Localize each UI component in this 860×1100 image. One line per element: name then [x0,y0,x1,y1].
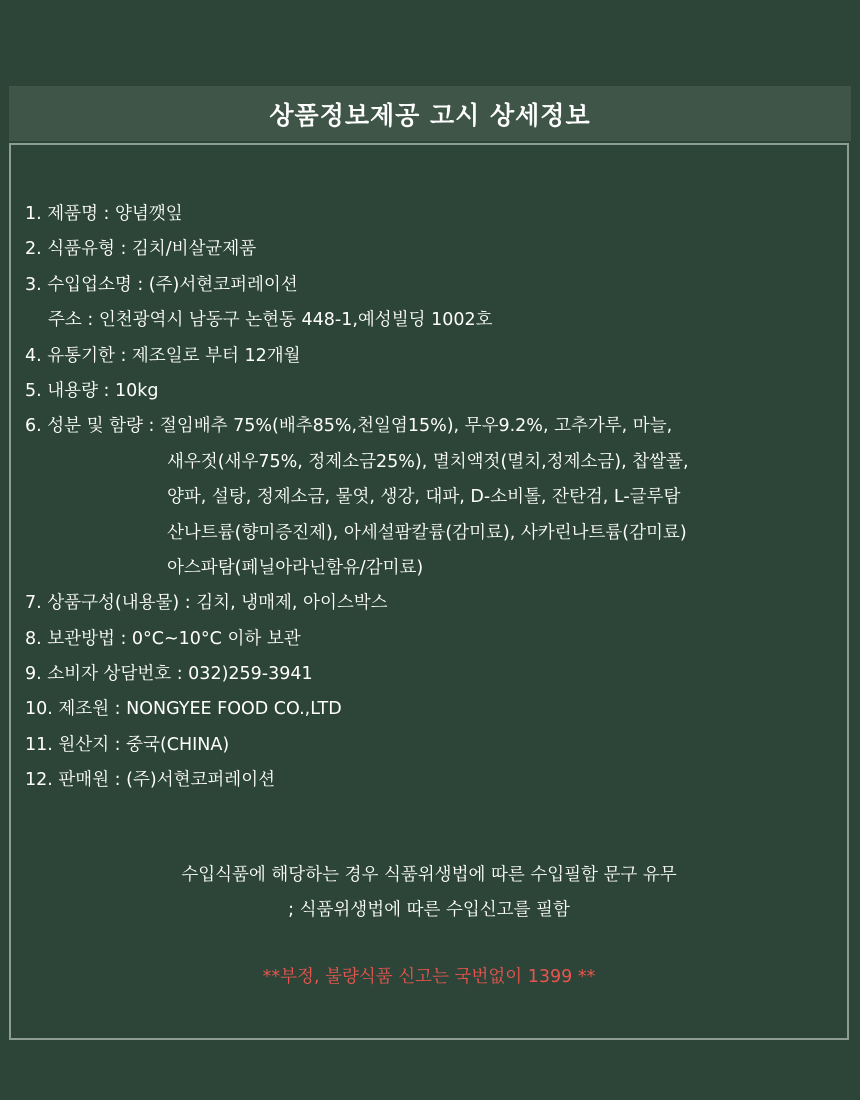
info-line-food-type: 2. 식품유형 : 김치/비살균제품 [25,239,257,260]
info-line-consumer-phone: 9. 소비자 상담번호 : 032)259-3941 [25,664,313,685]
info-line-storage: 8. 보관방법 : 0°C~10°C 이하 보관 [25,628,301,649]
info-line-address: 주소 : 인천광역시 남동구 논현동 448-1,예성빌딩 1002호 [48,310,493,331]
report-hotline-notice: **부정, 불량식품 신고는 국번없이 1399 ** [262,967,596,987]
page-title: 상품정보제공 고시 상세정보 [269,100,591,130]
info-line-ingredients-cont: 새우젓(새우75%, 정제소금25%), 멸치액젓(멸치,정제소금), 찹쌀풀, [167,451,689,472]
info-line-manufacturer: 10. 제조원 : NONGYEE FOOD CO.,LTD [25,699,342,720]
import-notice-detail: ; 식품위생법에 따른 수입신고를 필함 [288,900,570,920]
info-line-ingredients-cont: 아스파탐(페닐아라닌함유/감미료) [167,557,424,578]
info-line-product-name: 1. 제품명 : 양념깻잎 [25,204,183,224]
info-line-origin: 11. 원산지 : 중국(CHINA) [25,734,230,755]
info-line-ingredients-cont: 산나트륨(향미증진제), 아세설팜칼륨(감미료), 사카린나트륨(감미료) [167,522,687,543]
info-line-net-weight: 5. 내용량 : 10kg [25,380,159,401]
info-line-ingredients-cont: 양파, 설탕, 정제소금, 물엿, 생강, 대파, D-소비톨, 잔탄검, L-글루탐 [167,487,681,508]
info-line-composition: 7. 상품구성(내용물) : 김치, 냉매제, 아이스박스 [25,593,388,614]
info-line-ingredients: 6. 성분 및 함량 : 절임배추 75%(배추85%,천일염15%), 무우9.2%, 고추가루, 마늘, [25,416,673,437]
info-line-seller: 12. 판매원 : (주)서현코퍼레이션 [25,770,276,791]
product-info-list [25,197,689,799]
info-line-importer: 3. 수입업소명 : (주)서현코퍼레이션 [25,274,298,295]
header-bar [9,86,851,141]
product-info-box [9,143,849,1040]
info-line-expiry: 4. 유통기한 : 제조일로 부터 12개월 [25,345,301,366]
import-notice: 수입식품에 해당하는 경우 식품위생법에 따른 수입필함 문구 유무 [181,865,677,885]
